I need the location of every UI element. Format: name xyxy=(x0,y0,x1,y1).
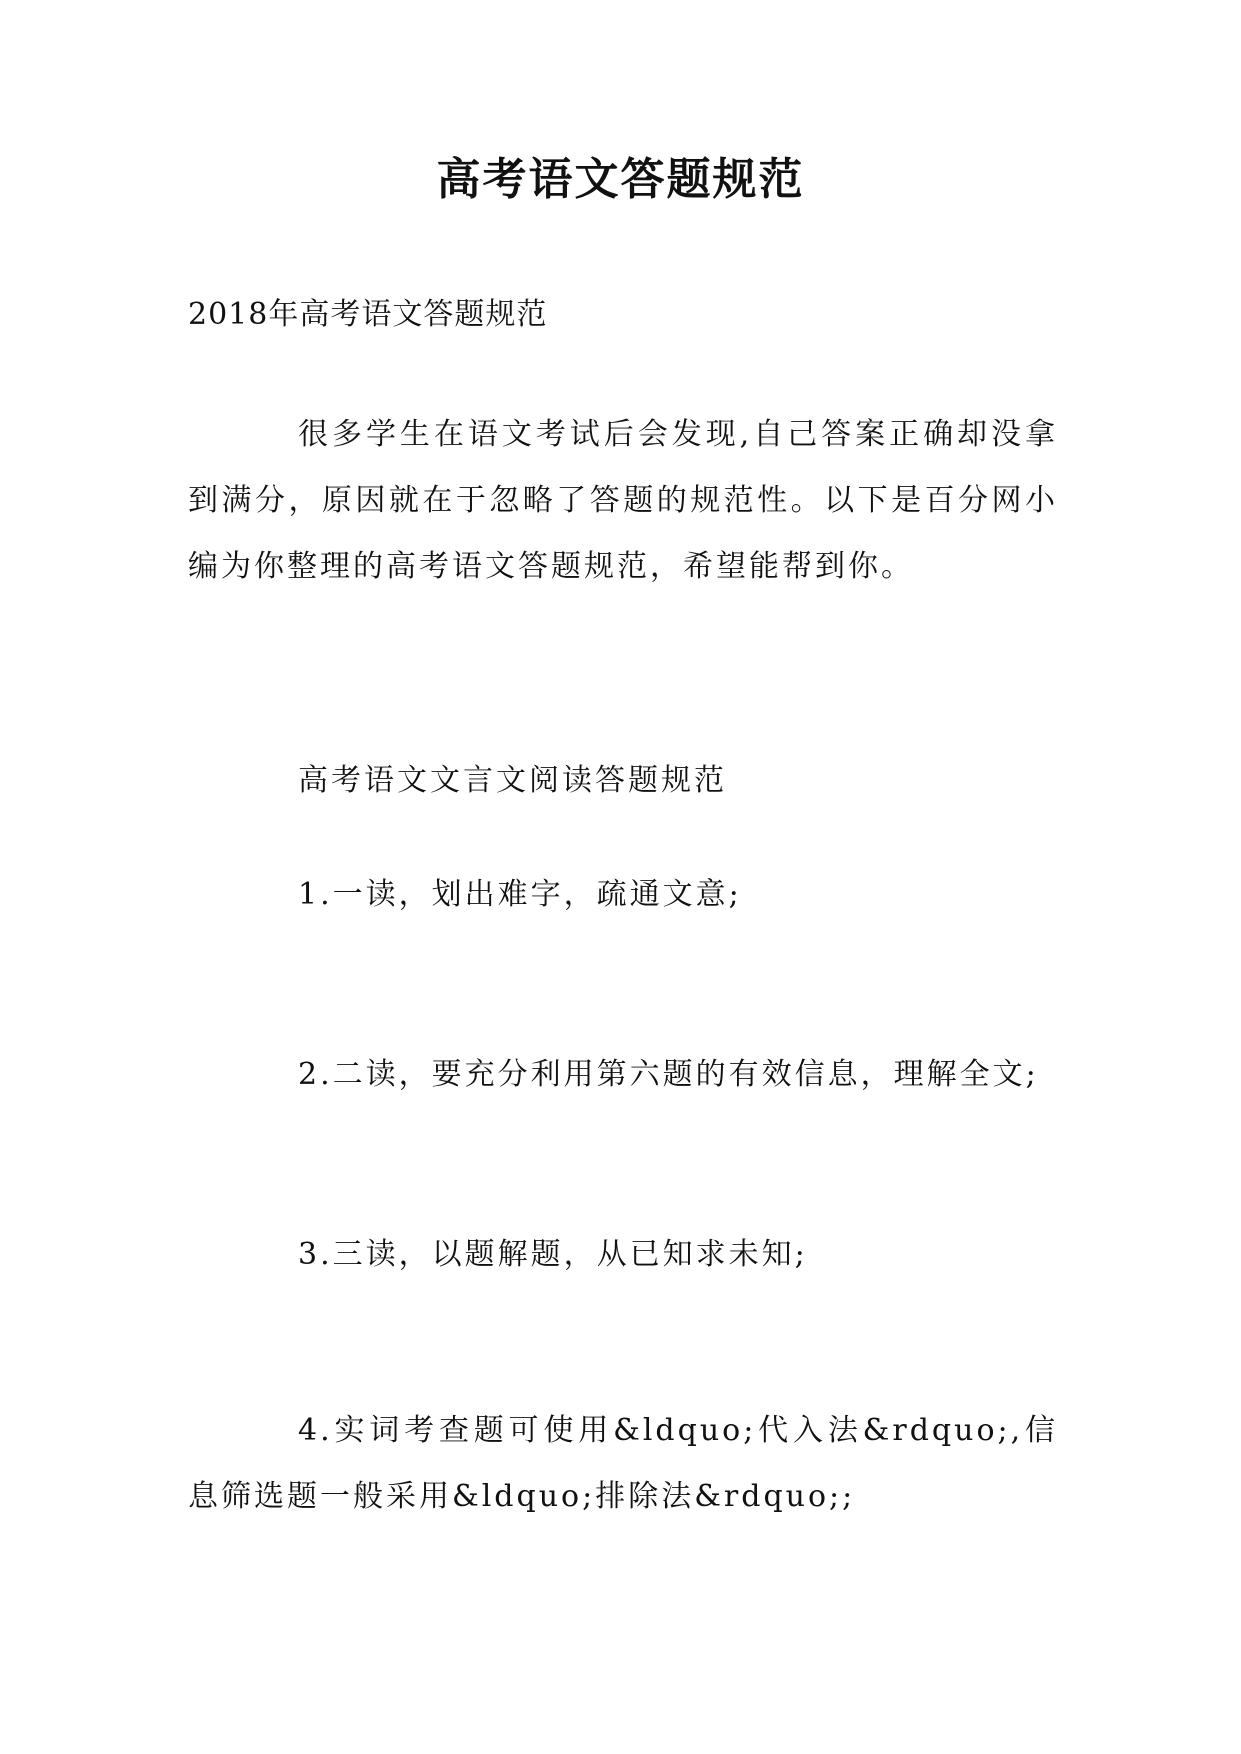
intro-paragraph: 很多学生在语文考试后会发现,自己答案正确却没拿到满分，原因就在于忽略了答题的规范性。以下是百分网小编为你整理的高考语文答题规范，希望能帮到你。 xyxy=(188,417,1058,584)
document-subtitle: 2018年高考语文答题规范 xyxy=(188,297,548,332)
step-item-2: 2.二读，要充分利用第六题的有效信息，理解全文; xyxy=(298,1057,1039,1092)
step-item-3: 3.三读，以题解题，从已知求未知; xyxy=(298,1237,808,1272)
step-item-4: 4.实词考查题可使用&ldquo;代入法&rdquo;,信息筛选题一般采用&ldquo;排除法&rdquo;; xyxy=(188,1413,1058,1514)
step-item-1: 1.一读，划出难字，疏通文意; xyxy=(298,877,742,912)
document-title: 高考语文答题规范 xyxy=(436,154,805,205)
section-heading: 高考语文文言文阅读答题规范 xyxy=(298,763,727,798)
